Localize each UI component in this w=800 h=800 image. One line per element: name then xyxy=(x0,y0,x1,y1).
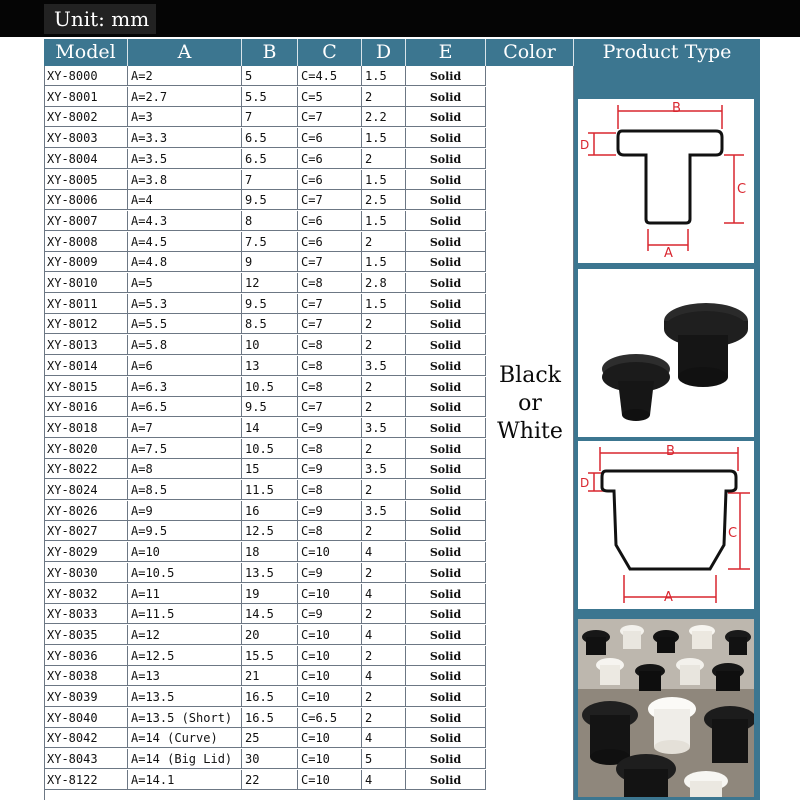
cell-c: C=7 xyxy=(298,397,362,417)
table-row xyxy=(44,687,486,707)
cell-d: 3.5 xyxy=(362,501,406,521)
cell-a: A=5 xyxy=(128,273,242,293)
cell-a: A=3.5 xyxy=(128,149,242,169)
color-white: White xyxy=(497,419,563,444)
cell-a: A=12.5 xyxy=(128,646,242,666)
cell-b: 5 xyxy=(242,66,298,86)
cell-d: 2 xyxy=(362,480,406,500)
cell-d: 2 xyxy=(362,687,406,707)
cell-model: XY-8030 xyxy=(44,563,128,583)
cell-c: C=8 xyxy=(298,356,362,376)
cell-b: 18 xyxy=(242,542,298,562)
cell-e: Solid xyxy=(406,190,486,210)
cell-e: Solid xyxy=(406,501,486,521)
cell-model: XY-8042 xyxy=(44,728,128,748)
cell-e: Solid xyxy=(406,66,486,86)
stopper-photo xyxy=(578,269,754,437)
cell-b: 13.5 xyxy=(242,563,298,583)
cell-e: Solid xyxy=(406,107,486,127)
cell-model: XY-8007 xyxy=(44,211,128,231)
cell-model: XY-8008 xyxy=(44,232,128,252)
cell-e: Solid xyxy=(406,397,486,417)
cell-b: 8 xyxy=(242,211,298,231)
cell-a: A=10 xyxy=(128,542,242,562)
table-row xyxy=(44,708,486,728)
cell-d: 1.5 xyxy=(362,170,406,190)
cell-e: Solid xyxy=(406,418,486,438)
cell-e: Solid xyxy=(406,335,486,355)
table-row xyxy=(44,170,486,190)
cell-model: XY-8032 xyxy=(44,584,128,604)
table-row xyxy=(44,232,486,252)
cell-c: C=6 xyxy=(298,211,362,231)
cell-d: 2 xyxy=(362,335,406,355)
cell-e: Solid xyxy=(406,128,486,148)
cell-a: A=7 xyxy=(128,418,242,438)
table-row xyxy=(44,604,486,624)
cell-a: A=8.5 xyxy=(128,480,242,500)
cell-a: A=3 xyxy=(128,107,242,127)
table-row xyxy=(44,521,486,541)
cell-e: Solid xyxy=(406,646,486,666)
cell-a: A=12 xyxy=(128,625,242,645)
cell-d: 2 xyxy=(362,87,406,107)
header-d: D xyxy=(362,39,406,66)
cell-b: 5.5 xyxy=(242,87,298,107)
cell-b: 20 xyxy=(242,625,298,645)
label-d-2: D xyxy=(580,476,590,490)
cell-model: XY-8012 xyxy=(44,314,128,334)
cell-d: 1.5 xyxy=(362,252,406,272)
cell-d: 4 xyxy=(362,584,406,604)
cell-c: C=6.5 xyxy=(298,708,362,728)
cell-a: A=13.5 (Short) xyxy=(128,708,242,728)
table-row xyxy=(44,770,486,790)
cell-c: C=5 xyxy=(298,87,362,107)
cell-b: 30 xyxy=(242,749,298,769)
cell-e: Solid xyxy=(406,211,486,231)
cell-b: 7 xyxy=(242,170,298,190)
header-model: Model xyxy=(44,39,128,66)
cell-model: XY-8020 xyxy=(44,439,128,459)
color-column xyxy=(486,66,574,800)
assorted-stoppers-photo xyxy=(578,619,754,797)
table-row xyxy=(44,128,486,148)
cell-e: Solid xyxy=(406,480,486,500)
cell-c: C=8 xyxy=(298,335,362,355)
cell-b: 14 xyxy=(242,418,298,438)
cell-e: Solid xyxy=(406,314,486,334)
table-row xyxy=(44,563,486,583)
table-row xyxy=(44,252,486,272)
t-stopper-diagram xyxy=(578,99,754,263)
cell-c: C=7 xyxy=(298,107,362,127)
cell-a: A=2 xyxy=(128,66,242,86)
header-product-type: Product Type xyxy=(602,41,732,63)
cell-a: A=6.5 xyxy=(128,397,242,417)
cell-c: C=7 xyxy=(298,314,362,334)
table-row xyxy=(44,377,486,397)
cell-c: C=8 xyxy=(298,377,362,397)
tapered-stopper-diagram xyxy=(578,441,754,609)
cell-e: Solid xyxy=(406,273,486,293)
cell-c: C=7 xyxy=(298,294,362,314)
cell-c: C=9 xyxy=(298,459,362,479)
label-c-2: C xyxy=(728,526,738,541)
table-row xyxy=(44,501,486,521)
table-row xyxy=(44,211,486,231)
table-row xyxy=(44,584,486,604)
header-e: E xyxy=(406,39,486,66)
table-header-row xyxy=(44,39,760,66)
cell-b: 8.5 xyxy=(242,314,298,334)
cell-a: A=6 xyxy=(128,356,242,376)
cell-c: C=10 xyxy=(298,749,362,769)
cell-a: A=5.3 xyxy=(128,294,242,314)
cell-a: A=8 xyxy=(128,459,242,479)
color-value xyxy=(486,362,574,446)
cell-e: Solid xyxy=(406,294,486,314)
cell-model: XY-8027 xyxy=(44,521,128,541)
table-row xyxy=(44,294,486,314)
cell-b: 9.5 xyxy=(242,397,298,417)
cell-model: XY-8009 xyxy=(44,252,128,272)
cell-c: C=10 xyxy=(298,687,362,707)
table-row xyxy=(44,459,486,479)
cell-b: 15 xyxy=(242,459,298,479)
table-row xyxy=(44,749,486,769)
cell-model: XY-8036 xyxy=(44,646,128,666)
cell-b: 12 xyxy=(242,273,298,293)
label-a-2: A xyxy=(664,590,673,605)
cell-model: XY-8000 xyxy=(44,66,128,86)
cell-c: C=8 xyxy=(298,273,362,293)
cell-c: C=6 xyxy=(298,128,362,148)
cell-model: XY-8018 xyxy=(44,418,128,438)
cell-c: C=10 xyxy=(298,666,362,686)
table-row xyxy=(44,625,486,645)
cell-c: C=7 xyxy=(298,252,362,272)
cell-e: Solid xyxy=(406,770,486,790)
cell-b: 14.5 xyxy=(242,604,298,624)
cell-model: XY-8024 xyxy=(44,480,128,500)
cell-b: 10.5 xyxy=(242,439,298,459)
header-c: C xyxy=(298,39,362,66)
cell-d: 2 xyxy=(362,439,406,459)
tapered-stopper-dimension-drawing xyxy=(578,441,754,609)
cell-c: C=8 xyxy=(298,480,362,500)
cell-e: Solid xyxy=(406,666,486,686)
cell-a: A=6.3 xyxy=(128,377,242,397)
cell-b: 9 xyxy=(242,252,298,272)
table-row xyxy=(44,356,486,376)
cell-d: 2 xyxy=(362,563,406,583)
cell-a: A=10.5 xyxy=(128,563,242,583)
cell-d: 1.5 xyxy=(362,66,406,86)
table-row xyxy=(44,542,486,562)
cell-e: Solid xyxy=(406,687,486,707)
cell-c: C=7 xyxy=(298,190,362,210)
cell-d: 4 xyxy=(362,542,406,562)
cell-d: 1.5 xyxy=(362,128,406,148)
cell-e: Solid xyxy=(406,604,486,624)
cell-b: 7.5 xyxy=(242,232,298,252)
table-row xyxy=(44,728,486,748)
cell-model: XY-8004 xyxy=(44,149,128,169)
cell-e: Solid xyxy=(406,708,486,728)
color-or: or xyxy=(518,391,542,416)
cell-a: A=4.3 xyxy=(128,211,242,231)
cell-c: C=10 xyxy=(298,646,362,666)
cell-e: Solid xyxy=(406,439,486,459)
cell-model: XY-8038 xyxy=(44,666,128,686)
cell-model: XY-8033 xyxy=(44,604,128,624)
top-bar xyxy=(0,0,800,37)
table-row xyxy=(44,439,486,459)
product-type-column xyxy=(574,66,760,800)
cell-d: 3.5 xyxy=(362,356,406,376)
cell-model: XY-8003 xyxy=(44,128,128,148)
unit-label: Unit: mm xyxy=(44,4,156,34)
cell-e: Solid xyxy=(406,459,486,479)
cell-c: C=6 xyxy=(298,232,362,252)
header-color: Color xyxy=(486,39,574,66)
cell-c: C=10 xyxy=(298,584,362,604)
cell-d: 2 xyxy=(362,232,406,252)
t-stopper-dimension-drawing xyxy=(578,99,754,263)
cell-model: XY-8043 xyxy=(44,749,128,769)
cell-a: A=11.5 xyxy=(128,604,242,624)
cell-b: 16.5 xyxy=(242,687,298,707)
cell-model: XY-8122 xyxy=(44,770,128,790)
color-black: Black xyxy=(499,363,561,388)
cell-a: A=11 xyxy=(128,584,242,604)
label-b: B xyxy=(672,101,681,116)
cell-a: A=7.5 xyxy=(128,439,242,459)
cell-e: Solid xyxy=(406,584,486,604)
cell-b: 10.5 xyxy=(242,377,298,397)
cell-model: XY-8001 xyxy=(44,87,128,107)
cell-d: 4 xyxy=(362,666,406,686)
cell-b: 7 xyxy=(242,107,298,127)
cell-a: A=4.5 xyxy=(128,232,242,252)
table-row xyxy=(44,149,486,169)
cell-b: 13 xyxy=(242,356,298,376)
cell-e: Solid xyxy=(406,728,486,748)
cell-b: 9.5 xyxy=(242,190,298,210)
cell-e: Solid xyxy=(406,87,486,107)
cell-a: A=14.1 xyxy=(128,770,242,790)
cell-e: Solid xyxy=(406,563,486,583)
cell-b: 10 xyxy=(242,335,298,355)
cell-c: C=4.5 xyxy=(298,66,362,86)
cell-d: 2 xyxy=(362,397,406,417)
cell-model: XY-8006 xyxy=(44,190,128,210)
cell-d: 5 xyxy=(362,749,406,769)
cell-d: 3.5 xyxy=(362,418,406,438)
product-type-top-band xyxy=(574,66,760,92)
cell-b: 16.5 xyxy=(242,708,298,728)
table-row xyxy=(44,480,486,500)
table-row xyxy=(44,87,486,107)
cell-model: XY-8022 xyxy=(44,459,128,479)
label-b-2: B xyxy=(666,444,675,459)
cell-model: XY-8002 xyxy=(44,107,128,127)
cell-d: 2 xyxy=(362,604,406,624)
cell-c: C=8 xyxy=(298,439,362,459)
cell-d: 4 xyxy=(362,728,406,748)
cell-a: A=13 xyxy=(128,666,242,686)
cell-b: 16 xyxy=(242,501,298,521)
table-row xyxy=(44,107,486,127)
cell-d: 2 xyxy=(362,646,406,666)
table-row xyxy=(44,66,486,86)
cell-d: 2 xyxy=(362,149,406,169)
cell-model: XY-8040 xyxy=(44,708,128,728)
cell-a: A=3.8 xyxy=(128,170,242,190)
cell-model: XY-8013 xyxy=(44,335,128,355)
cell-d: 2.2 xyxy=(362,107,406,127)
cell-b: 15.5 xyxy=(242,646,298,666)
cell-a: A=9.5 xyxy=(128,521,242,541)
cell-e: Solid xyxy=(406,542,486,562)
cell-d: 1.5 xyxy=(362,294,406,314)
cell-d: 4 xyxy=(362,770,406,790)
label-a: A xyxy=(664,246,673,261)
label-c: C xyxy=(737,182,747,197)
cell-c: C=6 xyxy=(298,170,362,190)
cell-b: 21 xyxy=(242,666,298,686)
cell-model: XY-8010 xyxy=(44,273,128,293)
cell-e: Solid xyxy=(406,377,486,397)
cell-model: XY-8014 xyxy=(44,356,128,376)
cell-a: A=14 (Big Lid) xyxy=(128,749,242,769)
black-and-white-stoppers-illustration xyxy=(578,619,754,797)
cell-model: XY-8016 xyxy=(44,397,128,417)
cell-a: A=3.3 xyxy=(128,128,242,148)
cell-c: C=9 xyxy=(298,563,362,583)
right-margin xyxy=(760,37,800,800)
cell-model: XY-8029 xyxy=(44,542,128,562)
label-d: D xyxy=(580,138,590,152)
cell-model: XY-8005 xyxy=(44,170,128,190)
cell-c: C=6 xyxy=(298,149,362,169)
cell-a: A=2.7 xyxy=(128,87,242,107)
header-b: B xyxy=(242,39,298,66)
cell-e: Solid xyxy=(406,170,486,190)
cell-d: 3.5 xyxy=(362,459,406,479)
cell-model: XY-8015 xyxy=(44,377,128,397)
cell-e: Solid xyxy=(406,149,486,169)
cell-d: 2.8 xyxy=(362,273,406,293)
cell-b: 19 xyxy=(242,584,298,604)
table-row xyxy=(44,314,486,334)
cell-d: 2 xyxy=(362,314,406,334)
cell-d: 2 xyxy=(362,521,406,541)
cell-b: 25 xyxy=(242,728,298,748)
cell-model: XY-8039 xyxy=(44,687,128,707)
table-row xyxy=(44,273,486,293)
table-row xyxy=(44,397,486,417)
header-a: A xyxy=(128,39,242,66)
cell-a: A=9 xyxy=(128,501,242,521)
cell-e: Solid xyxy=(406,749,486,769)
cell-a: A=4 xyxy=(128,190,242,210)
cell-b: 6.5 xyxy=(242,149,298,169)
cell-model: XY-8035 xyxy=(44,625,128,645)
cell-d: 1.5 xyxy=(362,211,406,231)
cell-c: C=9 xyxy=(298,501,362,521)
cell-model: XY-8026 xyxy=(44,501,128,521)
cell-a: A=13.5 xyxy=(128,687,242,707)
cell-c: C=10 xyxy=(298,625,362,645)
table-row xyxy=(44,190,486,210)
cell-b: 6.5 xyxy=(242,128,298,148)
cell-c: C=8 xyxy=(298,521,362,541)
cell-e: Solid xyxy=(406,232,486,252)
cell-b: 9.5 xyxy=(242,294,298,314)
cell-c: C=10 xyxy=(298,542,362,562)
cell-a: A=5.8 xyxy=(128,335,242,355)
cell-c: C=10 xyxy=(298,770,362,790)
cell-e: Solid xyxy=(406,356,486,376)
cell-model: XY-8011 xyxy=(44,294,128,314)
table-row xyxy=(44,646,486,666)
cell-e: Solid xyxy=(406,521,486,541)
black-stoppers-illustration xyxy=(578,269,754,437)
cell-a: A=4.8 xyxy=(128,252,242,272)
cell-d: 2 xyxy=(362,708,406,728)
cell-c: C=9 xyxy=(298,604,362,624)
table-row xyxy=(44,335,486,355)
cell-a: A=14 (Curve) xyxy=(128,728,242,748)
cell-d: 4 xyxy=(362,625,406,645)
cell-e: Solid xyxy=(406,625,486,645)
cell-c: C=9 xyxy=(298,418,362,438)
cell-d: 2 xyxy=(362,377,406,397)
cell-d: 2.5 xyxy=(362,190,406,210)
cell-b: 22 xyxy=(242,770,298,790)
cell-a: A=5.5 xyxy=(128,314,242,334)
table-row xyxy=(44,418,486,438)
cell-b: 12.5 xyxy=(242,521,298,541)
table-row xyxy=(44,666,486,686)
cell-e: Solid xyxy=(406,252,486,272)
cell-c: C=10 xyxy=(298,728,362,748)
cell-b: 11.5 xyxy=(242,480,298,500)
